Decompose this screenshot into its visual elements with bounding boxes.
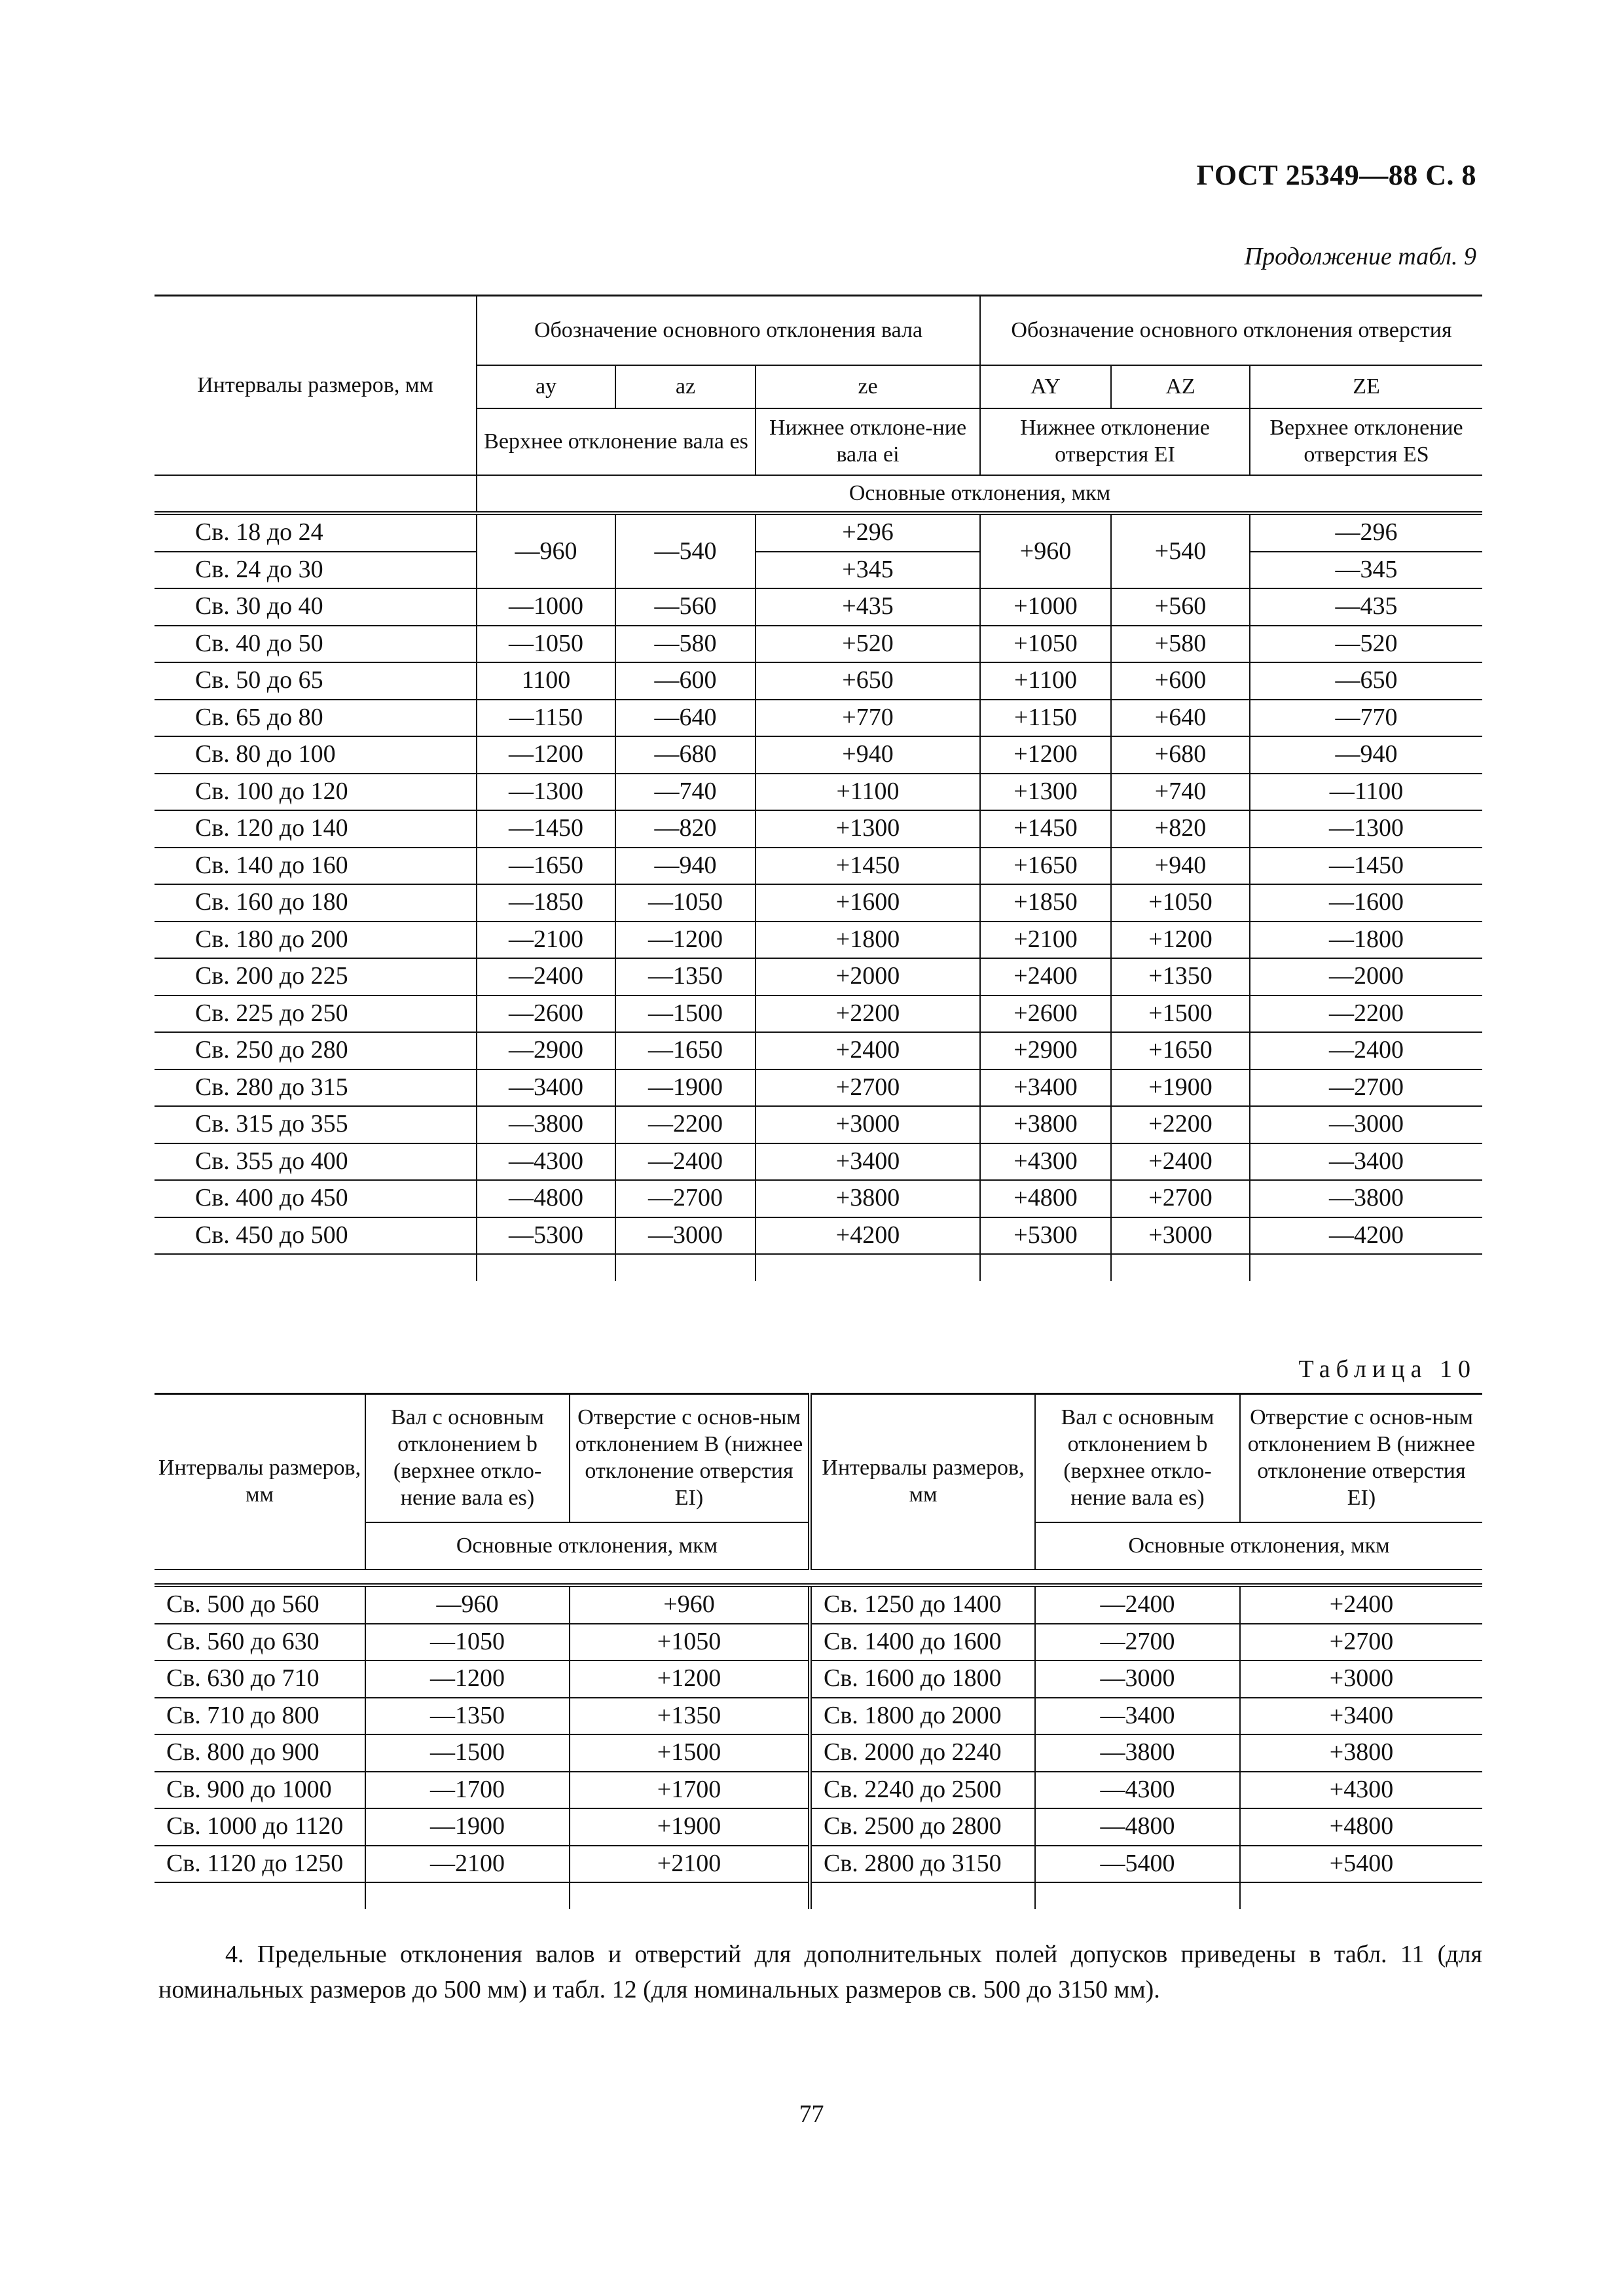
table-9 — [155, 295, 1482, 1281]
cell-ZE: —940 — [1250, 736, 1482, 774]
row-interval: Св. 450 до 500 — [155, 1217, 477, 1255]
row-interval-left: Св. 630 до 710 — [155, 1660, 365, 1698]
cell-AY: +1450 — [980, 810, 1111, 848]
table-row — [155, 1585, 1482, 1624]
header-code-ZE: ZE — [1250, 365, 1482, 408]
cell-AZ: +820 — [1111, 810, 1250, 848]
cell-shaft-right: —3800 — [1035, 1734, 1240, 1772]
cell-hole-left: +1050 — [570, 1624, 810, 1661]
cell-AY: +2600 — [980, 996, 1111, 1033]
cell-az: —560 — [615, 588, 756, 626]
cell-hole-right: +2700 — [1240, 1624, 1482, 1661]
cell-ze: +435 — [756, 588, 980, 626]
cell-AZ: +1050 — [1111, 884, 1250, 922]
row-interval-right: Св. 1800 до 2000 — [810, 1698, 1035, 1735]
cell-ZE: —770 — [1250, 700, 1482, 737]
table-continuation-caption: Продолжение табл. 9 — [1244, 243, 1476, 270]
cell-ay: —1650 — [477, 848, 615, 885]
row-interval: Св. 140 до 160 — [155, 848, 477, 885]
cell-ay: —1150 — [477, 700, 615, 737]
cell-ay: —2400 — [477, 958, 615, 996]
cell-ze: +2000 — [756, 958, 980, 996]
row-interval-left: Св. 800 до 900 — [155, 1734, 365, 1772]
row-interval-left: Св. 710 до 800 — [155, 1698, 365, 1735]
cell-hole-right: +4300 — [1240, 1772, 1482, 1809]
cell-hole-left: +1900 — [570, 1808, 810, 1846]
cell-shaft-left: —1050 — [365, 1624, 570, 1661]
cell-az: —600 — [615, 662, 756, 700]
row-interval-left: Св. 560 до 630 — [155, 1624, 365, 1661]
cell-ZE: —1300 — [1250, 810, 1482, 848]
cell-shaft-right: —4300 — [1035, 1772, 1240, 1809]
cell-az: —640 — [615, 700, 756, 737]
cell-az: —740 — [615, 774, 756, 811]
cell-hole-left: +1350 — [570, 1698, 810, 1735]
cell-ze: +4200 — [756, 1217, 980, 1255]
header-shaft-left: Вал с основным отклонением b (верхнее откло-нение вала es) — [365, 1394, 570, 1523]
cell-shaft-right: —3400 — [1035, 1698, 1240, 1735]
header-code-ze: ze — [756, 365, 980, 408]
cell-shaft-left: —1500 — [365, 1734, 570, 1772]
cell-az: —1200 — [615, 922, 756, 959]
cell-ZE: —3800 — [1250, 1180, 1482, 1217]
table-row — [155, 1734, 1482, 1772]
cell-hole-left: +1700 — [570, 1772, 810, 1809]
row-interval-right: Св. 1400 до 1600 — [810, 1624, 1035, 1661]
header-shaft-lower-deviation: Нижнее отклоне-ние вала ei — [756, 408, 980, 475]
cell-az: —540 — [615, 513, 756, 588]
row-interval: Св. 400 до 450 — [155, 1180, 477, 1217]
cell-AY: +1200 — [980, 736, 1111, 774]
row-interval-right: Св. 2500 до 2800 — [810, 1808, 1035, 1846]
cell-ZE: —1800 — [1250, 922, 1482, 959]
cell-ZE: —2000 — [1250, 958, 1482, 996]
row-interval-right: Св. 2240 до 2500 — [810, 1772, 1035, 1809]
cell-az: —2400 — [615, 1143, 756, 1181]
table-row — [155, 958, 1482, 996]
table-row — [155, 552, 1482, 589]
note-paragraph: 4. Предельные отклонения валов и отверстий для дополнительных полей допусков приведены в табл. 11 (для номинальных размеров до 500 мм) и табл. 12 (для номинальных размеров св. 500 до 3150 мм). — [158, 1941, 1482, 2003]
header-hole-group: Обозначение основного отклонения отверстия — [980, 296, 1482, 366]
header-code-az: az — [615, 365, 756, 408]
cell-AZ: +1500 — [1111, 996, 1250, 1033]
cell-ay: —3800 — [477, 1106, 615, 1143]
cell-AY: +2400 — [980, 958, 1111, 996]
table-row — [155, 662, 1482, 700]
cell-ZE: —1600 — [1250, 884, 1482, 922]
cell-hole-left: +2100 — [570, 1846, 810, 1883]
row-interval: Св. 250 до 280 — [155, 1032, 477, 1069]
cell-ay: —4800 — [477, 1180, 615, 1217]
cell-ay: —3400 — [477, 1069, 615, 1107]
cell-AY: +1300 — [980, 774, 1111, 811]
table-row — [155, 848, 1482, 885]
table-row — [155, 1069, 1482, 1107]
cell-ZE: —3000 — [1250, 1106, 1482, 1143]
row-interval: Св. 160 до 180 — [155, 884, 477, 922]
row-interval-right: Св. 1600 до 1800 — [810, 1660, 1035, 1698]
table-row — [155, 1143, 1482, 1181]
table-10 — [155, 1393, 1482, 1909]
header-shaft-group: Обозначение основного отклонения вала — [477, 296, 980, 366]
header-hole-lower-deviation: Нижнее отклонение отверстия EI — [980, 408, 1250, 475]
header-hole-left: Отверстие с основ-ным отклонением B (нижнее отклонение отверстия EI) — [570, 1394, 810, 1523]
cell-ZE: —2700 — [1250, 1069, 1482, 1107]
row-interval-right: Св. 1250 до 1400 — [810, 1585, 1035, 1624]
cell-ze: +2400 — [756, 1032, 980, 1069]
cell-ZE: —4200 — [1250, 1217, 1482, 1255]
cell-ZE: —3400 — [1250, 1143, 1482, 1181]
table-row — [155, 588, 1482, 626]
cell-ay: —1050 — [477, 626, 615, 663]
cell-az: —1500 — [615, 996, 756, 1033]
cell-ZE: —2400 — [1250, 1032, 1482, 1069]
cell-az: —940 — [615, 848, 756, 885]
row-interval: Св. 225 до 250 — [155, 996, 477, 1033]
cell-ze: +940 — [756, 736, 980, 774]
cell-ZE: —296 — [1250, 513, 1482, 552]
header-hole-right: Отверстие с основ-ным отклонением B (нижнее отклонение отверстия EI) — [1240, 1394, 1482, 1523]
cell-hole-right: +3400 — [1240, 1698, 1482, 1735]
cell-hole-right: +2400 — [1240, 1585, 1482, 1624]
row-interval: Св. 315 до 355 — [155, 1106, 477, 1143]
row-interval: Св. 100 до 120 — [155, 774, 477, 811]
cell-ay: —1000 — [477, 588, 615, 626]
cell-az: —1050 — [615, 884, 756, 922]
cell-az: —1650 — [615, 1032, 756, 1069]
header-intervals-right: Интервалы размеров, мм — [810, 1394, 1035, 1570]
table-row — [155, 1772, 1482, 1809]
row-interval: Св. 200 до 225 — [155, 958, 477, 996]
table-row — [155, 1660, 1482, 1698]
header-units-left: Основные отклонения, мкм — [365, 1522, 810, 1570]
cell-AY: +2900 — [980, 1032, 1111, 1069]
cell-az: —820 — [615, 810, 756, 848]
row-interval-left: Св. 500 до 560 — [155, 1585, 365, 1624]
cell-ay: —960 — [477, 513, 615, 588]
table-row — [155, 884, 1482, 922]
row-interval: Св. 180 до 200 — [155, 922, 477, 959]
cell-ze: +296 — [756, 513, 980, 552]
cell-ze: +1800 — [756, 922, 980, 959]
cell-az: —3000 — [615, 1217, 756, 1255]
cell-ay: —1300 — [477, 774, 615, 811]
cell-ze: +770 — [756, 700, 980, 737]
cell-ay: —2600 — [477, 996, 615, 1033]
cell-ze: +1600 — [756, 884, 980, 922]
row-interval-left: Св. 1120 до 1250 — [155, 1846, 365, 1883]
row-interval: Св. 40 до 50 — [155, 626, 477, 663]
cell-ZE: —2200 — [1250, 996, 1482, 1033]
row-interval: Св. 280 до 315 — [155, 1069, 477, 1107]
cell-AY: +1100 — [980, 662, 1111, 700]
header-code-AZ: AZ — [1111, 365, 1250, 408]
cell-az: —680 — [615, 736, 756, 774]
row-interval: Св. 80 до 100 — [155, 736, 477, 774]
header-intervals: Интервалы размеров, мм — [155, 296, 477, 476]
cell-ZE: —345 — [1250, 552, 1482, 589]
cell-hole-left: +1500 — [570, 1734, 810, 1772]
cell-ay: —2900 — [477, 1032, 615, 1069]
cell-ay: —4300 — [477, 1143, 615, 1181]
cell-AZ: +600 — [1111, 662, 1250, 700]
cell-shaft-right: —4800 — [1035, 1808, 1240, 1846]
cell-ze: +3400 — [756, 1143, 980, 1181]
row-interval: Св. 65 до 80 — [155, 700, 477, 737]
cell-shaft-right: —3000 — [1035, 1660, 1240, 1698]
cell-AZ: +3000 — [1111, 1217, 1250, 1255]
cell-AY: +1050 — [980, 626, 1111, 663]
table-row — [155, 1624, 1482, 1661]
cell-ze: +1300 — [756, 810, 980, 848]
cell-ze: +1450 — [756, 848, 980, 885]
cell-AY: +2100 — [980, 922, 1111, 959]
cell-ZE: —520 — [1250, 626, 1482, 663]
row-interval-left: Св. 1000 до 1120 — [155, 1808, 365, 1846]
cell-AZ: +940 — [1111, 848, 1250, 885]
table-row — [155, 1032, 1482, 1069]
cell-ZE: —1450 — [1250, 848, 1482, 885]
cell-shaft-right: —2700 — [1035, 1624, 1240, 1661]
cell-AZ: +1900 — [1111, 1069, 1250, 1107]
cell-az: —1900 — [615, 1069, 756, 1107]
cell-AZ: +740 — [1111, 774, 1250, 811]
cell-shaft-left: —1700 — [365, 1772, 570, 1809]
cell-AZ: +1200 — [1111, 922, 1250, 959]
cell-AZ: +2200 — [1111, 1106, 1250, 1143]
header-code-AY: AY — [980, 365, 1111, 408]
cell-ZE: —435 — [1250, 588, 1482, 626]
cell-hole-left: +1200 — [570, 1660, 810, 1698]
cell-ze: +3000 — [756, 1106, 980, 1143]
row-interval: Св. 50 до 65 — [155, 662, 477, 700]
cell-AZ: +2400 — [1111, 1143, 1250, 1181]
cell-ZE: —650 — [1250, 662, 1482, 700]
table-row — [155, 922, 1482, 959]
cell-az: —2700 — [615, 1180, 756, 1217]
table-row — [155, 700, 1482, 737]
cell-AY: +1650 — [980, 848, 1111, 885]
cell-shaft-left: —960 — [365, 1585, 570, 1624]
header-shaft-upper-deviation: Верхнее отклонение вала es — [477, 408, 756, 475]
cell-AZ: +2700 — [1111, 1180, 1250, 1217]
table-row — [155, 1180, 1482, 1217]
cell-shaft-left: —1200 — [365, 1660, 570, 1698]
header-code-ay: ay — [477, 365, 615, 408]
row-interval-left: Св. 900 до 1000 — [155, 1772, 365, 1809]
cell-ay: —5300 — [477, 1217, 615, 1255]
row-interval: Св. 30 до 40 — [155, 588, 477, 626]
document-title: ГОСТ 25349—88 С. 8 — [1196, 159, 1476, 191]
cell-ze: +345 — [756, 552, 980, 589]
cell-shaft-left: —1900 — [365, 1808, 570, 1846]
cell-ay: 1100 — [477, 662, 615, 700]
page-number: 77 — [799, 2100, 824, 2128]
cell-hole-right: +4800 — [1240, 1808, 1482, 1846]
table-row — [155, 774, 1482, 811]
table-row — [155, 810, 1482, 848]
cell-az: —1350 — [615, 958, 756, 996]
cell-az: —2200 — [615, 1106, 756, 1143]
cell-AY: +4800 — [980, 1180, 1111, 1217]
cell-AY: +960 — [980, 513, 1111, 588]
header-intervals-left: Интервалы размеров, мм — [155, 1394, 365, 1570]
cell-AZ: +1650 — [1111, 1032, 1250, 1069]
table-row — [155, 1698, 1482, 1735]
table-row — [155, 626, 1482, 663]
row-interval: Св. 355 до 400 — [155, 1143, 477, 1181]
cell-ay: —2100 — [477, 922, 615, 959]
cell-ay: —1850 — [477, 884, 615, 922]
cell-AZ: +540 — [1111, 513, 1250, 588]
table-row — [155, 1106, 1482, 1143]
cell-hole-right: +3000 — [1240, 1660, 1482, 1698]
cell-ze: +650 — [756, 662, 980, 700]
table-row — [155, 513, 1482, 552]
cell-AY: +3800 — [980, 1106, 1111, 1143]
cell-ay: —1200 — [477, 736, 615, 774]
cell-AZ: +680 — [1111, 736, 1250, 774]
cell-shaft-right: —2400 — [1035, 1585, 1240, 1624]
table-row — [155, 996, 1482, 1033]
row-interval: Св. 18 до 24 — [155, 513, 477, 552]
cell-ze: +2700 — [756, 1069, 980, 1107]
cell-hole-left: +960 — [570, 1585, 810, 1624]
cell-ay: —1450 — [477, 810, 615, 848]
cell-hole-right: +5400 — [1240, 1846, 1482, 1883]
header-units-right: Основные отклонения, мкм — [1035, 1522, 1482, 1570]
cell-AY: +4300 — [980, 1143, 1111, 1181]
row-interval: Св. 120 до 140 — [155, 810, 477, 848]
cell-shaft-left: —2100 — [365, 1846, 570, 1883]
row-interval-right: Св. 2800 до 3150 — [810, 1846, 1035, 1883]
table-row — [155, 1808, 1482, 1846]
cell-AY: +1000 — [980, 588, 1111, 626]
table-10-label: Таблица 10 — [1298, 1355, 1476, 1383]
cell-AZ: +580 — [1111, 626, 1250, 663]
header-units: Основные отклонения, мкм — [477, 475, 1482, 513]
cell-AZ: +640 — [1111, 700, 1250, 737]
cell-AY: +3400 — [980, 1069, 1111, 1107]
header-hole-upper-deviation: Верхнее отклонение отверстия ES — [1250, 408, 1482, 475]
table-row — [155, 1846, 1482, 1883]
cell-AY: +1850 — [980, 884, 1111, 922]
cell-ze: +2200 — [756, 996, 980, 1033]
row-interval-right: Св. 2000 до 2240 — [810, 1734, 1035, 1772]
cell-AZ: +1350 — [1111, 958, 1250, 996]
cell-shaft-right: —5400 — [1035, 1846, 1240, 1883]
cell-shaft-left: —1350 — [365, 1698, 570, 1735]
table-row — [155, 1217, 1482, 1255]
row-interval: Св. 24 до 30 — [155, 552, 477, 589]
cell-AY: +1150 — [980, 700, 1111, 737]
table-row — [155, 736, 1482, 774]
cell-ze: +3800 — [756, 1180, 980, 1217]
cell-hole-right: +3800 — [1240, 1734, 1482, 1772]
cell-AZ: +560 — [1111, 588, 1250, 626]
cell-ze: +1100 — [756, 774, 980, 811]
header-shaft-right: Вал с основным отклонением b (верхнее откло-нение вала es) — [1035, 1394, 1240, 1523]
cell-ZE: —1100 — [1250, 774, 1482, 811]
cell-ze: +520 — [756, 626, 980, 663]
cell-AY: +5300 — [980, 1217, 1111, 1255]
cell-az: —580 — [615, 626, 756, 663]
